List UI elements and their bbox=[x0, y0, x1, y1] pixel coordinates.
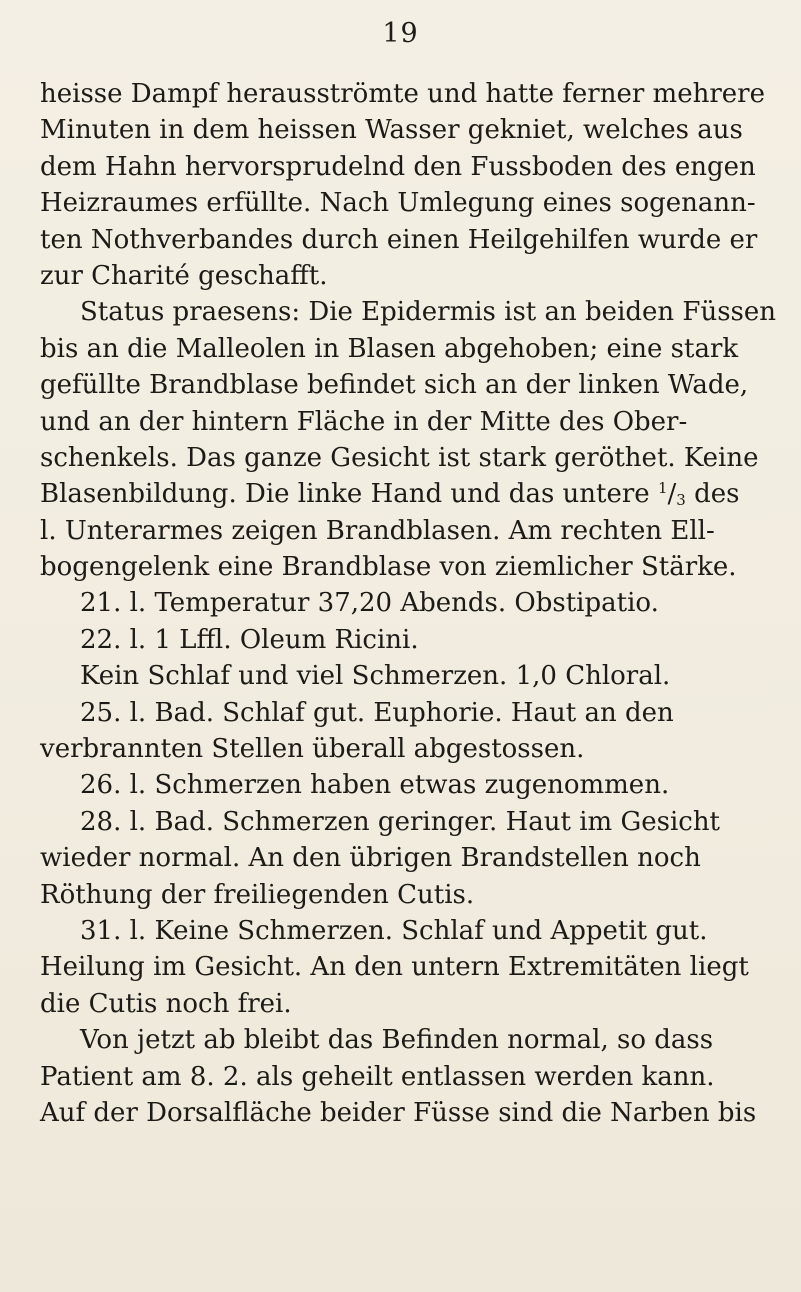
fraction-numerator: 1 bbox=[657, 479, 668, 498]
text-line: dem Hahn hervorsprudelnd den Fussboden des engen bbox=[40, 151, 756, 182]
text-line: 22. l. 1 Lffl. Oleum Ricini. bbox=[80, 624, 419, 655]
text-line: gefüllte Brandblase befindet sich an der linken Wade, bbox=[40, 370, 749, 401]
text-line: bogengelenk eine Brandblase von ziemlicher Stärke. bbox=[40, 552, 737, 583]
text-line: wieder normal. An den übrigen Brandstellen noch bbox=[40, 843, 701, 874]
text-line: Kein Schlaf und viel Schmerzen. 1,0 Chloral. bbox=[80, 661, 671, 692]
text-line: 26. l. Schmerzen haben etwas zugenommen. bbox=[80, 770, 670, 801]
text-line: zur Charité geschafft. bbox=[40, 260, 328, 291]
fraction-denominator: 3 bbox=[676, 491, 686, 510]
text-line: Patient am 8. 2. als geheilt entlassen werden kann. bbox=[40, 1061, 715, 1092]
text-line: Status praesens: Die Epidermis ist an beiden Füssen bbox=[80, 297, 777, 328]
text-line: l. Unterarmes zeigen Brandblasen. Am rechten Ell- bbox=[40, 515, 715, 546]
text-segment: des bbox=[685, 479, 740, 510]
text-line: bis an die Malleolen in Blasen abgehoben; eine stark bbox=[40, 333, 739, 364]
text-line: schenkels. Das ganze Gesicht ist stark geröthet. Keine bbox=[40, 442, 759, 473]
text-line: ten Nothverbandes durch einen Heilgehilfen wurde er bbox=[40, 224, 758, 255]
text-line: heisse Dampf herausströmte und hatte ferner mehrere bbox=[40, 79, 765, 109]
text-line: Heilung im Gesicht. An den untern Extremitäten liegt bbox=[40, 952, 749, 983]
text-line: Heizraumes erfüllte. Nach Umlegung eines sogenann- bbox=[40, 188, 756, 219]
text-line: Minuten in dem heissen Wasser gekniet, welches aus bbox=[40, 115, 743, 146]
text-segment: Blasenbildung. Die linke Hand und das untere bbox=[40, 479, 658, 510]
body-text bbox=[40, 76, 777, 1131]
text-line: Von jetzt ab bleibt das Befinden normal, so dass bbox=[80, 1025, 714, 1056]
text-line: Röthung der freiliegenden Cutis. bbox=[40, 879, 475, 910]
text-line: verbrannten Stellen überall abgestossen. bbox=[40, 734, 585, 765]
text-line: die Cutis noch frei. bbox=[40, 988, 292, 1019]
text-line-with-fraction bbox=[40, 476, 740, 512]
text-line: Auf der Dorsalfläche beider Füsse sind die Narben bis bbox=[40, 1097, 757, 1128]
text-line: 31. l. Keine Schmerzen. Schlaf und Appetit gut. bbox=[80, 915, 708, 946]
text-line: 25. l. Bad. Schlaf gut. Euphorie. Haut an den bbox=[80, 697, 674, 728]
page-number: 19 bbox=[382, 18, 419, 49]
text-line: 21. l. Temperatur 37,20 Abends. Obstipatio. bbox=[80, 588, 659, 619]
fraction-separator: / bbox=[667, 479, 677, 510]
text-line: und an der hintern Fläche in der Mitte des Ober- bbox=[40, 406, 688, 437]
text-line: 28. l. Bad. Schmerzen geringer. Haut im Gesicht bbox=[80, 806, 721, 837]
